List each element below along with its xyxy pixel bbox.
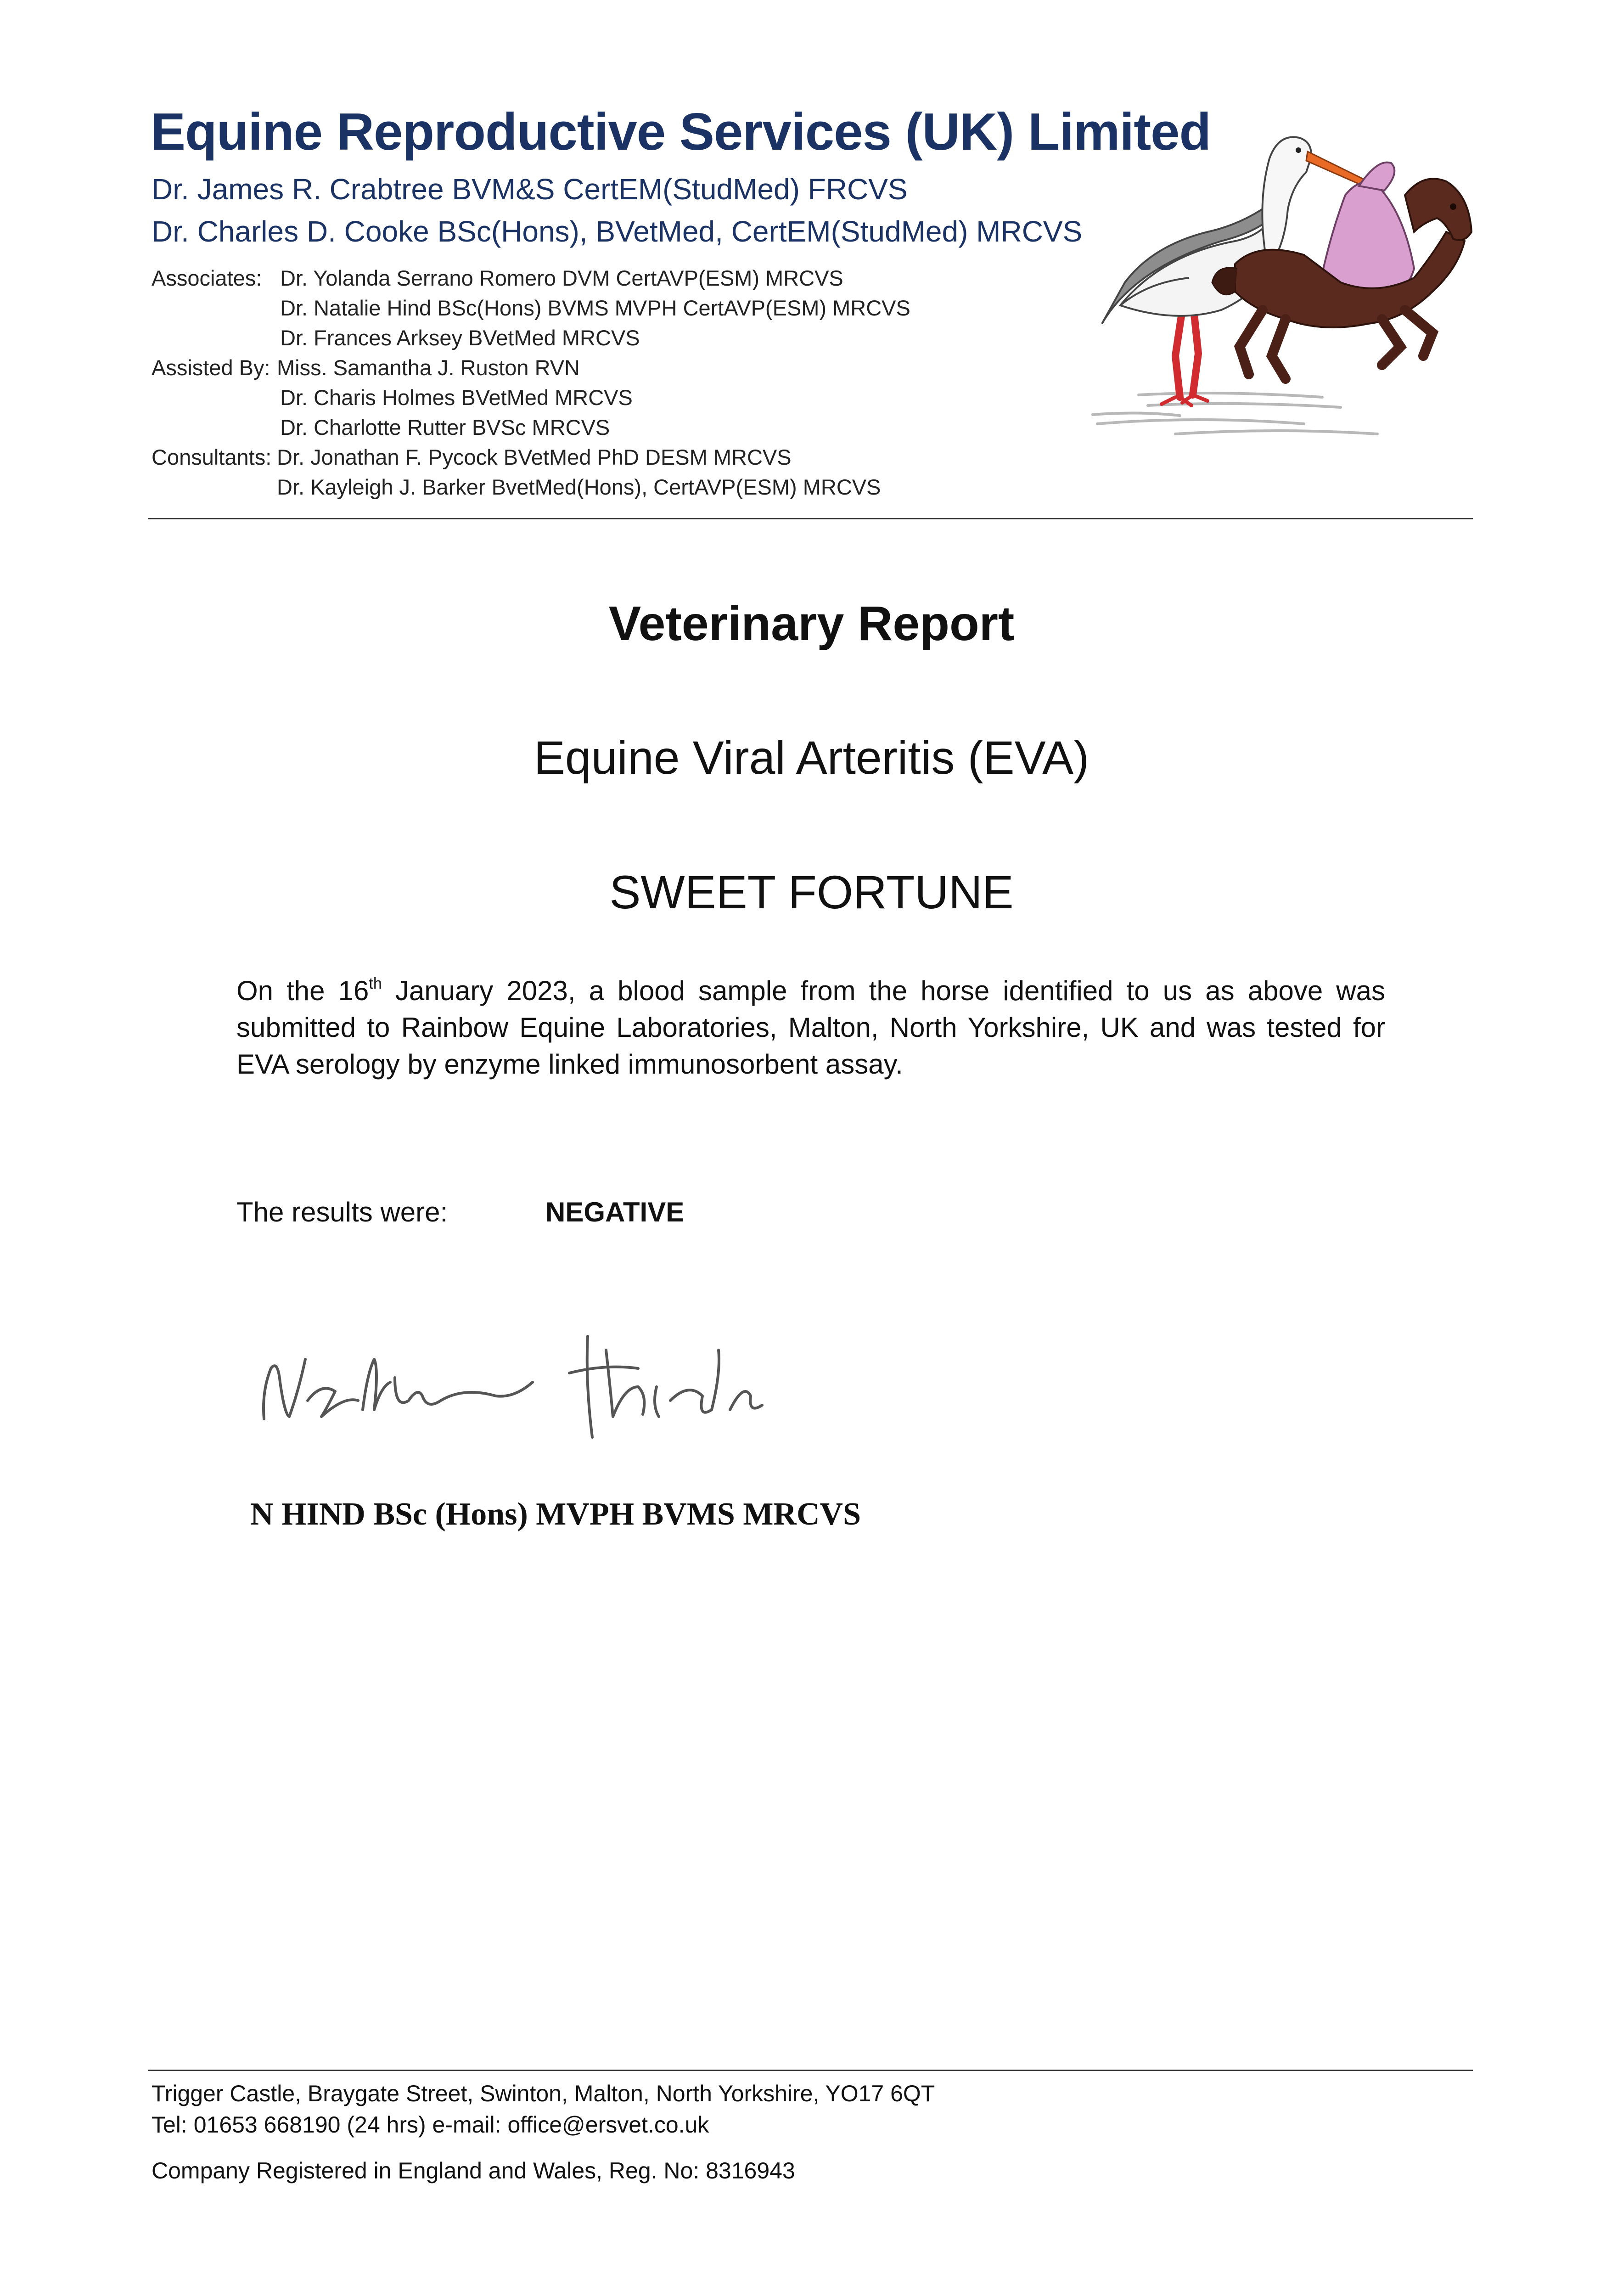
principal-vet-2: Dr. Charles D. Cooke BSc(Hons), BVetMed, CertEM(StudMed) MRCVS (152, 215, 1083, 248)
assisted-label: Assisted By: (152, 355, 270, 380)
company-name: Equine Reproductive Services (UK) Limited (151, 103, 1211, 161)
signatory-name: N HIND BSc (Hons) MVPH BVMS MRCVS (250, 1497, 861, 1532)
associates-label: Associates: (152, 266, 262, 290)
assistant-2: Dr. Charis Holmes BVetMed MRCVS (280, 385, 633, 410)
intro-line-1 (236, 973, 1385, 1009)
assistant-1: Miss. Samantha J. Ruston RVN (277, 355, 580, 380)
results-label: The results were: (236, 1197, 448, 1227)
stork-carrying-foal-logo (1084, 117, 1474, 443)
report-subject: Equine Viral Arteritis (EVA) (534, 732, 1089, 784)
header-divider (148, 518, 1473, 519)
consultant-1: Dr. Jonathan F. Pycock BVetMed PhD DESM MRCVS (277, 445, 792, 469)
results-value: NEGATIVE (545, 1197, 685, 1227)
consultant-2: Dr. Kayleigh J. Barker BvetMed(Hons), CertAVP(ESM) MRCVS (277, 475, 881, 499)
intro-date-prefix: On the 16 (236, 975, 369, 1006)
intro-line-3: EVA serology by enzyme linked immunosorbent assay. (236, 1049, 903, 1080)
consultants-label: Consultants: (152, 445, 272, 469)
footer-contact: Tel: 01653 668190 (24 hrs) e-mail: office@ersvet.co.uk (152, 2112, 709, 2138)
intro-line-1-rest: January 2023, a blood sample from the horse identified to us as above was (382, 975, 1385, 1006)
footer-registration: Company Registered in England and Wales, Reg. No: 8316943 (152, 2158, 795, 2183)
intro-date-suffix: th (369, 975, 382, 992)
intro-paragraph (236, 973, 1385, 1083)
assistant-3: Dr. Charlotte Rutter BVSc MRCVS (280, 415, 610, 439)
intro-line-2: submitted to Rainbow Equine Laboratories, Malton, North Yorkshire, UK and was tested for (236, 1012, 1385, 1043)
handwritten-signature (257, 1318, 817, 1446)
associate-1: Dr. Yolanda Serrano Romero DVM CertAVP(ESM) MRCVS (280, 266, 843, 290)
associate-2: Dr. Natalie Hind BSc(Hons) BVMS MVPH CertAVP(ESM) MRCVS (280, 296, 910, 320)
footer-divider (148, 2070, 1473, 2071)
horse-name: SWEET FORTUNE (609, 866, 1014, 918)
report-title: Veterinary Report (608, 597, 1015, 651)
principal-vet-1: Dr. James R. Crabtree BVM&S CertEM(StudMed) FRCVS (152, 173, 908, 206)
footer-address: Trigger Castle, Braygate Street, Swinton, Malton, North Yorkshire, YO17 6QT (152, 2081, 935, 2106)
associate-3: Dr. Frances Arksey BVetMed MRCVS (280, 326, 640, 350)
